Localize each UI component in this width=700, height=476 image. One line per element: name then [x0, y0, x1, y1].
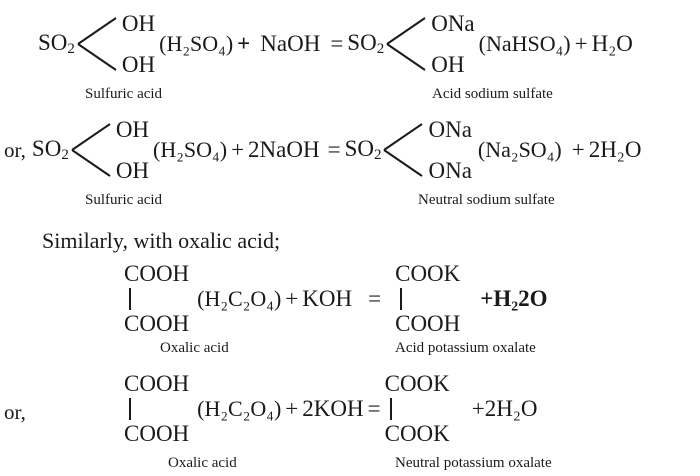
eq2-equals: = [327, 137, 341, 162]
eq1-product-2: H₂O [591, 31, 633, 56]
eq1-left-formula: (H₂SO₄) [159, 31, 234, 56]
eq3-left-formula: (H₂C₂O₄) [197, 286, 282, 312]
eq1-left-group [38, 12, 155, 76]
eq3-reagent: KOH [302, 286, 353, 312]
eq2-product-2: 2H₂O [588, 137, 642, 162]
eq4-left-caption: Oxalic acid [168, 455, 237, 471]
eq1-right-caption: Acid sodium sulfate [432, 86, 553, 102]
eq3-left-caption: Oxalic acid [160, 340, 229, 356]
eq4-reagent: 2KOH [302, 396, 364, 422]
eq1-left-caption: Sulfuric acid [85, 86, 163, 102]
eq1-right-group [347, 12, 474, 76]
eq2-right-fork-icon [382, 118, 428, 182]
eq2-right-formula: (Na₂SO₄) [477, 137, 562, 162]
eq3-right-bottom: COOH [395, 311, 461, 337]
eq1-left-center: $SO_2$ [38, 30, 75, 57]
eq4-left-formula: (H₂C₂O₄) [197, 396, 282, 422]
eq4-product-2: +2H₂O [471, 396, 538, 422]
eq4-operator-1: + [285, 396, 299, 422]
eq2-right-caption: Neutral sodium sulfate [418, 192, 555, 208]
eq3-equals: = [368, 286, 382, 312]
eq2-left-caption: Sulfuric acid [85, 192, 163, 208]
eq2-right-arm-bottom: ONa [428, 158, 472, 183]
eq1-right-center: $SO_2$ [347, 30, 385, 57]
eq2-right-center: $SO_2$ [344, 136, 382, 163]
eq1-operator-1: + [237, 31, 251, 56]
eq3-right-caption: Acid potassium oxalate [395, 340, 536, 356]
eq2-reagent: 2NaOH [248, 137, 320, 162]
eq4-left-column [124, 372, 189, 446]
eq2-left-arm-bottom: OH [115, 158, 150, 183]
eq4-left-bottom: COOH [124, 421, 190, 447]
eq3-left-column [124, 262, 189, 336]
eq2-operator-1: + [231, 137, 245, 162]
equation-1 [38, 12, 633, 76]
eq2-prefix: or, [4, 137, 26, 162]
eq4-left-bond-icon [129, 398, 131, 420]
eq4-right-bond-icon [390, 398, 392, 420]
eq2-right-arm-top: ONa [428, 117, 472, 142]
eq1-equals: = [330, 31, 344, 56]
eq1-right-arm-top: ONa [431, 11, 475, 36]
eq2-left-arms [116, 118, 149, 182]
eq3-right-column [395, 262, 460, 336]
eq4-left-top: COOH [124, 371, 190, 396]
eq1-operator-2: + [574, 31, 588, 56]
eq3-product-2: +H₂2O [480, 286, 548, 312]
eq3-left-bottom: COOH [124, 311, 190, 337]
eq2-right-arms [428, 118, 471, 182]
eq1-right-formula: (NaHSO₄) [478, 31, 571, 56]
eq4-right-column [385, 372, 450, 446]
equation-2 [4, 118, 641, 182]
eq4-right-caption: Neutral potassium oxalate [395, 455, 552, 471]
eq3-operator-1: + [285, 286, 299, 312]
equation-3 [124, 262, 548, 336]
eq4-right-top: COOK [384, 371, 450, 396]
eq1-right-arms [431, 12, 474, 76]
eq3-left-bond-icon [129, 288, 131, 310]
eq3-left-top: COOH [124, 261, 190, 286]
eq2-left-group [32, 118, 149, 182]
eq1-right-arm-bottom: OH [431, 52, 465, 77]
eq3-right-bond-icon [400, 288, 402, 310]
eq4-equals: = [367, 396, 381, 422]
eq1-right-fork-icon [385, 12, 431, 76]
eq2-left-center: $SO_2$ [31, 136, 69, 163]
eq1-reagent: NaOH [260, 31, 321, 56]
eq4-prefix: or, [4, 400, 26, 424]
eq1-left-arm-top: OH [121, 11, 156, 36]
eq2-left-formula: (H₂SO₄) [153, 137, 228, 162]
eq3-right-top: COOK [395, 261, 461, 286]
eq2-left-fork-icon [70, 118, 116, 182]
equation-4 [124, 372, 538, 446]
eq1-left-arm-bottom: OH [121, 52, 156, 77]
similarly-line: Similarly, with oxalic acid; [42, 228, 281, 253]
eq2-operator-2: + [571, 137, 585, 162]
eq1-left-fork-icon [76, 12, 122, 76]
eq2-right-group [345, 118, 472, 182]
eq2-left-arm-top: OH [115, 117, 150, 142]
eq4-right-bottom: COOK [384, 421, 450, 447]
eq1-left-arms [122, 12, 155, 76]
